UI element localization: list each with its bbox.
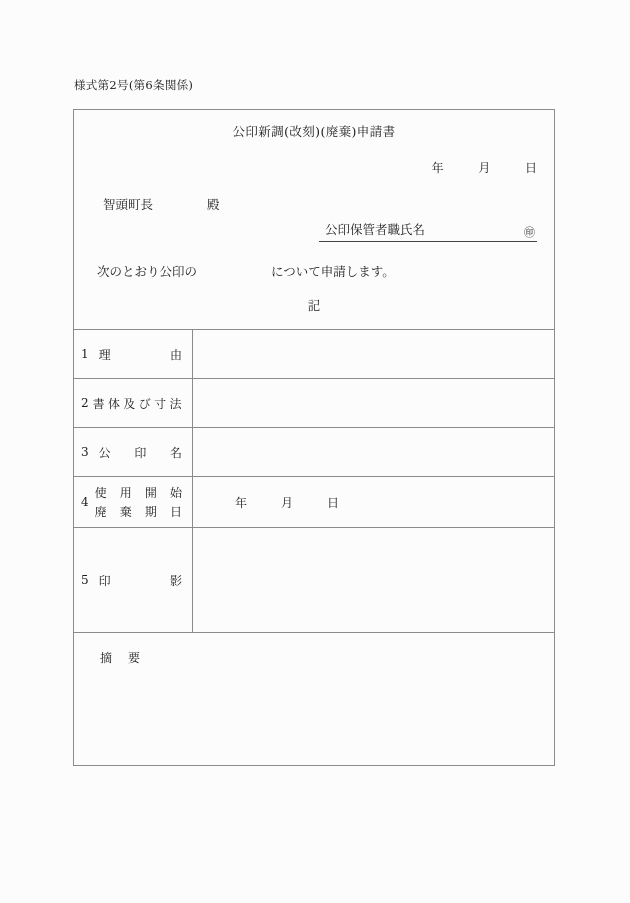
date-day-label: 日 <box>524 161 537 175</box>
statement-suffix: について申請します。 <box>270 264 395 279</box>
row-value-seal-impression[interactable] <box>193 528 554 632</box>
row-value-reason[interactable] <box>193 330 554 378</box>
table-row-seal-impression <box>74 528 554 633</box>
label-char: 理 <box>98 347 111 362</box>
label-char: 及 <box>123 396 136 411</box>
label-char: 摘 <box>100 651 113 665</box>
application-form-box <box>73 109 555 766</box>
label-char: 始 <box>169 486 182 500</box>
row-label-seal-name <box>74 428 193 476</box>
row-value-typeface-size[interactable] <box>193 379 554 427</box>
remarks-section[interactable] <box>74 633 554 765</box>
label-line-start-use <box>95 484 184 501</box>
label-char: 使 <box>94 486 107 500</box>
row-number: 1 <box>81 347 89 361</box>
label-char: 要 <box>128 651 141 665</box>
label-char: 公 <box>98 445 111 460</box>
label-char: 影 <box>169 573 182 588</box>
label-char: 由 <box>169 347 182 362</box>
label-char: 期 <box>144 505 157 519</box>
document-title: 公印新調(改刻)(廃棄)申請書 <box>232 124 396 139</box>
row-label-text <box>89 484 184 520</box>
label-char: 寸 <box>154 396 167 411</box>
form-header-block <box>74 110 554 330</box>
label-char: 廃 <box>94 505 107 519</box>
signature-label: 公印保管者職氏名 <box>325 222 426 237</box>
row-label-typeface-size <box>74 379 193 427</box>
submission-date-line <box>432 159 537 176</box>
label-char: 法 <box>169 396 182 411</box>
row-number: 3 <box>81 445 89 459</box>
label-line-discard-date <box>95 503 184 520</box>
row-label-text <box>89 572 184 589</box>
label-char: 印 <box>134 445 147 460</box>
addressee-line <box>103 195 220 213</box>
row-value-seal-name[interactable] <box>193 428 554 476</box>
value-month-label: 月 <box>281 495 294 510</box>
row-label-text <box>89 346 184 363</box>
label-char: 印 <box>98 573 111 588</box>
table-row-seal-name <box>74 428 554 477</box>
row-label-text <box>89 395 184 412</box>
row-label-text <box>89 444 184 461</box>
remarks-label <box>100 649 140 666</box>
value-day-label: 日 <box>327 495 340 510</box>
value-year-label: 年 <box>235 495 248 510</box>
label-char: 開 <box>144 486 157 500</box>
form-entry-rows <box>74 330 554 633</box>
label-char: 日 <box>169 505 182 519</box>
table-row-reason <box>74 330 554 379</box>
row-label-reason <box>74 330 193 378</box>
statement-prefix: 次のとおり公印の <box>97 264 198 279</box>
label-char: 棄 <box>119 505 132 519</box>
table-row-start-discard-date <box>74 477 554 528</box>
label-char: 名 <box>169 445 182 460</box>
label-char: 書 <box>92 396 106 411</box>
row-number: 2 <box>81 396 89 410</box>
row-value-start-discard-date[interactable] <box>193 477 554 527</box>
table-row-typeface-size <box>74 379 554 428</box>
ki-notation-mark: 記 <box>307 298 321 313</box>
date-year-label: 年 <box>431 161 444 175</box>
row-label-seal-impression <box>74 528 193 632</box>
label-char: び <box>138 396 152 411</box>
application-statement <box>97 262 395 280</box>
form-reference-number: 様式第2号(第6条関係) <box>74 78 194 92</box>
seal-stamp-icon: ㊞ <box>524 226 535 239</box>
addressee-honorific: 殿 <box>206 197 220 212</box>
row-number: 5 <box>81 573 89 587</box>
date-month-label: 月 <box>478 161 491 175</box>
label-char: 体 <box>108 396 121 411</box>
addressee-name: 智頭町長 <box>103 197 154 212</box>
row-number: 4 <box>81 495 89 509</box>
label-char: 用 <box>119 486 132 500</box>
applicant-signature-line[interactable] <box>319 220 537 242</box>
row-label-start-discard-date <box>74 477 193 527</box>
